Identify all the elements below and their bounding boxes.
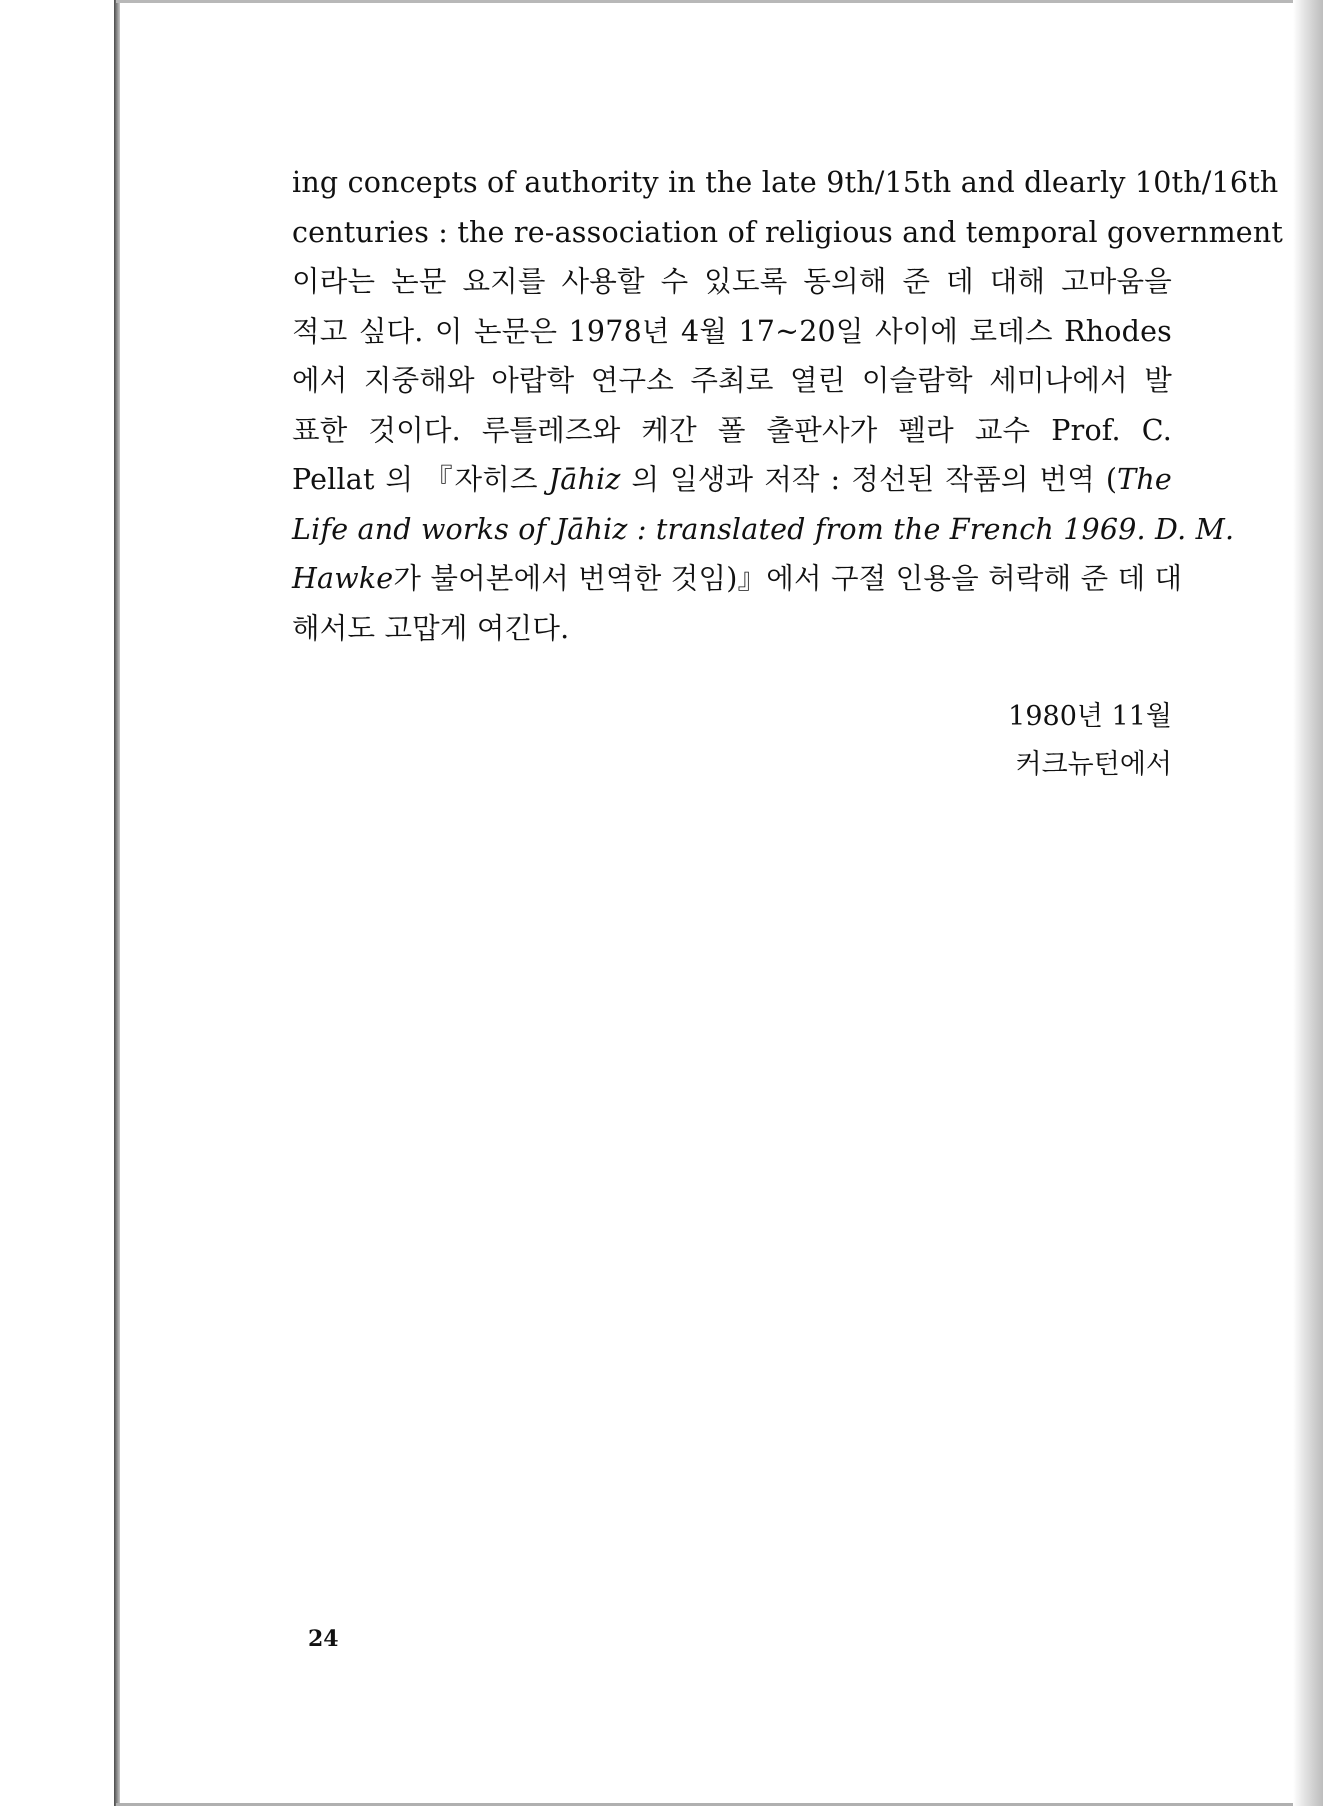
text-line: [292, 604, 1172, 654]
italic-text-segment: Life and works of Jāhiz : translated from the French 1969. D. M.: [292, 512, 1235, 546]
text-line: [292, 158, 1279, 208]
text-line: [292, 505, 1235, 555]
text-line: [292, 356, 1172, 406]
body-paragraph: [292, 158, 1284, 653]
text-line: [292, 455, 1172, 505]
text-segment: centuries : the re-association of religious and temporal government: [292, 215, 1284, 249]
italic-text-segment: Jāhiz: [548, 463, 621, 496]
text-segment: 이라는 논문 요지를 사용할 수 있도록 동의해 준 데 대해 고마움을: [292, 265, 1172, 298]
text-line: [292, 208, 1284, 258]
scan-left-edge: [0, 0, 124, 1806]
text-segment: 적고 싶다. 이 논문은 1978년 4월 17~20일 사이에 로데스 Rhodes: [292, 314, 1172, 348]
text-segment: Pellat 의 『자히즈: [292, 463, 549, 496]
text-segment: 의 일생과 저작 : 정선된 작품의 번역 (: [620, 463, 1118, 496]
text-line: [292, 554, 1183, 604]
book-page: [292, 158, 1284, 780]
italic-text-segment: The: [1117, 463, 1172, 496]
text-segment: 해서도 고맙게 여긴다.: [292, 611, 570, 645]
signature-date: 1980년 11월: [1008, 701, 1172, 732]
scan-right-edge: [1293, 0, 1323, 1806]
text-line: [292, 307, 1172, 357]
text-segment: 표한 것이다. 루틀레즈와 케간 폴 출판사가 펠라 교수 Prof. C.: [292, 413, 1172, 447]
scan-top-edge: [116, 0, 1296, 3]
text-line: [292, 257, 1172, 307]
page-number: 24: [308, 1626, 339, 1652]
italic-text-segment: Hawke: [292, 562, 394, 595]
text-segment: 가 불어본에서 번역한 것임)』에서 구절 인용을 허락해 준 데 대: [393, 562, 1183, 595]
text-segment: ing concepts of authority in the late 9th/15th and dlearly 10th/16th: [292, 166, 1279, 199]
signature-place: 커크뉴턴에서: [1015, 749, 1172, 780]
text-line: [292, 406, 1172, 456]
signature-block: [1008, 693, 1172, 789]
text-segment: 에서 지중해와 아랍학 연구소 주최로 열린 이슬람학 세미나에서 발: [292, 364, 1172, 397]
